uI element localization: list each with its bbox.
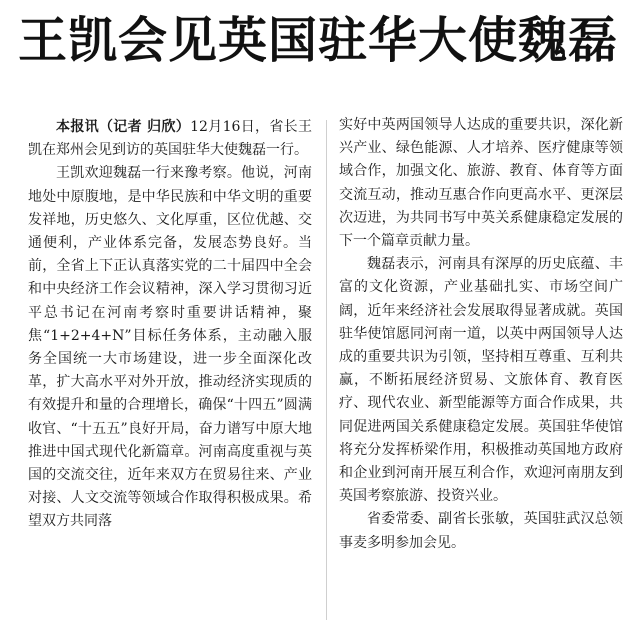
- dateline: 本报讯（记者 归欣）: [56, 119, 191, 135]
- headline: 王凯会见英国驻华大使魏磊: [17, 12, 618, 69]
- column-divider: [326, 120, 327, 620]
- article-paragraph-2-continued: 实好中英两国领导人达成的重要共识，深化新兴产业、绿色能源、人才培养、医疗健康等领域合作，加强文化、旅游、教育、体育等方面交流互动，推动互惠合作向更高水平、更深层次迈进，为共同书写中英关系健康稳定发展的下一个篇章贡献力量。: [339, 117, 623, 250]
- article-paragraph-1: [28, 116, 312, 162]
- article-paragraph-3: 魏磊表示，河南具有深厚的历史底蕴、丰富的文化资源，产业基础扎实、市场空间广阔，近年来经济社会发展取得显著成就。英国驻华使馆愿同河南一道，以英中两国领导人达成的重要共识为引领，坚持相互尊重、互利共赢，不断拓展经济贸易、文旅体育、教育医疗、现代农业、新型能源等方面合作成果，共同促进两国关系健康稳定发展。英国驻华使馆将充分发挥桥梁作用，积极推动英国地方政府和企业到河南开展互利合作，欢迎河南朋友到英国考察旅游、投资兴业。: [339, 256, 623, 505]
- article-column-right: [339, 114, 623, 555]
- article-column-left: [28, 116, 312, 534]
- article-paragraph-4: 省委常委、副省长张敏，英国驻武汉总领事麦多明参加会见。: [339, 511, 623, 551]
- article-paragraph-2: 王凯欢迎魏磊一行来豫考察。他说，河南地处中原腹地，是中华民族和中华文明的重要发祥地，历史悠久、文化厚重，区位优越、交通便利，产业体系完备，发展态势良好。当前，全省上下正认真落实党的二十届四中全会和中央经济工作会议精神，深入学习贯彻习近平总书记在河南考察时重要讲话精神，聚焦“1+2+4+N”目标任务体系，主动融入服务全国统一大市场建设，进一步全面深化改革，扩大高水平对外开放，推动经济实现质的有效提升和量的合理增长，确保“十四五”圆满收官、“十五五”良好开局，奋力谱写中原大地推进中国式现代化新篇章。河南高度重视与英国的交流交往，近年来双方在贸易往来、产业对接、人文交流等领域合作取得积极成果。希望双方共同落: [28, 165, 312, 530]
- paragraph-1-text: 12月16日，省长王凯在郑州会见到访的英国驻华大使魏磊一行。: [28, 119, 312, 159]
